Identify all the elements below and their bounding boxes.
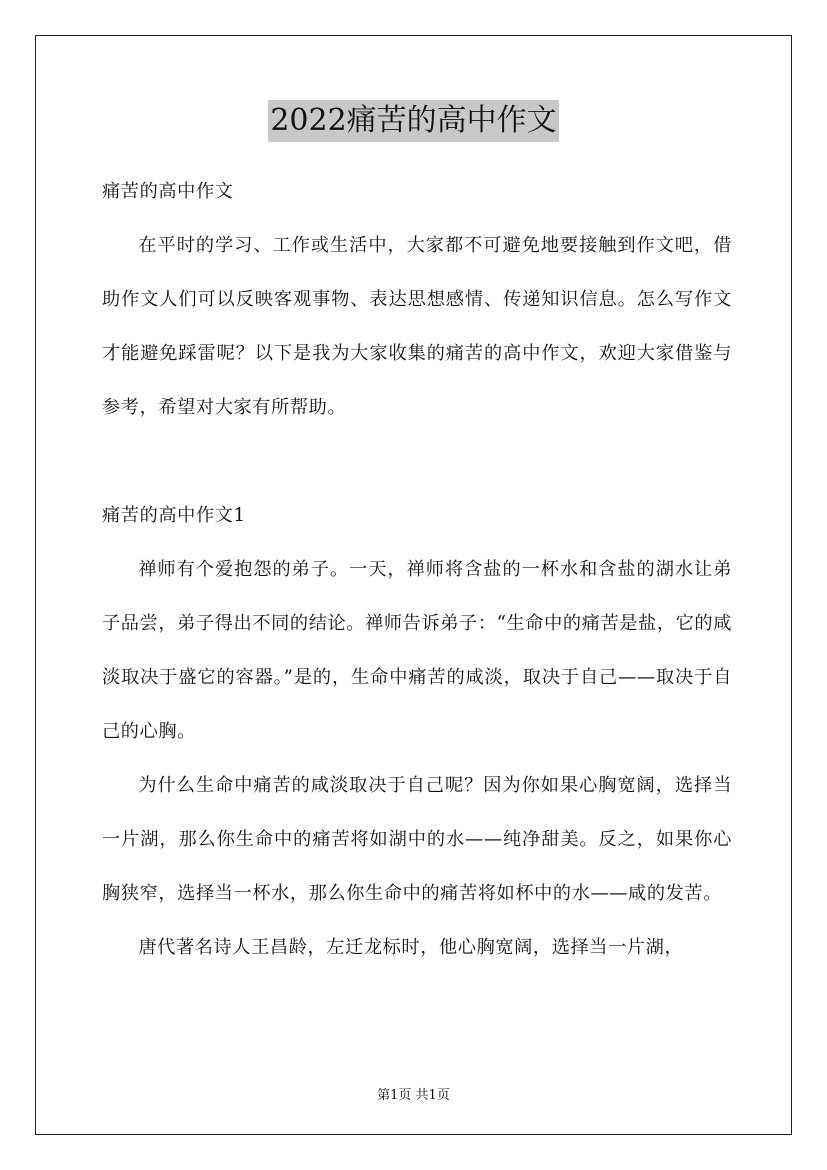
intro-paragraph: 在平时的学习、工作或生活中，大家都不可避免地要接触到作文吧，借助作文人们可以反映客观事物、表达思想感情、传递知识信息。怎么写作文才能避免踩雷呢？以下是我为大家收集的痛苦的高中作文，欢迎大家借鉴与参考，希望对大家有所帮助。 [102,235,732,418]
document-subtitle: 痛苦的高中作文 [102,181,234,202]
section-gap [102,435,732,489]
document-title: 2022痛苦的高中作文 [268,100,558,142]
body-paragraph-3: 唐代著名诗人王昌龄，左迁龙标时，他心胸宽阔，选择当一片湖， [138,937,684,958]
document-body [102,165,732,975]
title-container [0,100,827,142]
page-footer [0,1084,827,1103]
body-paragraph-1: 禅师有个爱抱怨的弟子。一天，禅师将含盐的一杯水和含盐的湖水让弟子品尝，弟子得出不同的结论。禅师告诉弟子：“生命中的痛苦是盐，它的咸淡取决于盛它的容器。”是的，生命中痛苦的咸淡，取决于自己——取决于自己的心胸。 [102,559,732,742]
body-paragraph-2: 为什么生命中痛苦的咸淡取决于自己呢？因为你如果心胸宽阔，选择当一片湖，那么你生命中的痛苦将如湖中的水——纯净甜美。反之，如果你心胸狭窄，选择当一杯水，那么你生命中的痛苦将如杯中的水——咸的发苦。 [102,775,732,904]
page-number-label: 第1页 共1页 [377,1088,450,1103]
section-heading: 痛苦的高中作文1 [102,505,246,526]
